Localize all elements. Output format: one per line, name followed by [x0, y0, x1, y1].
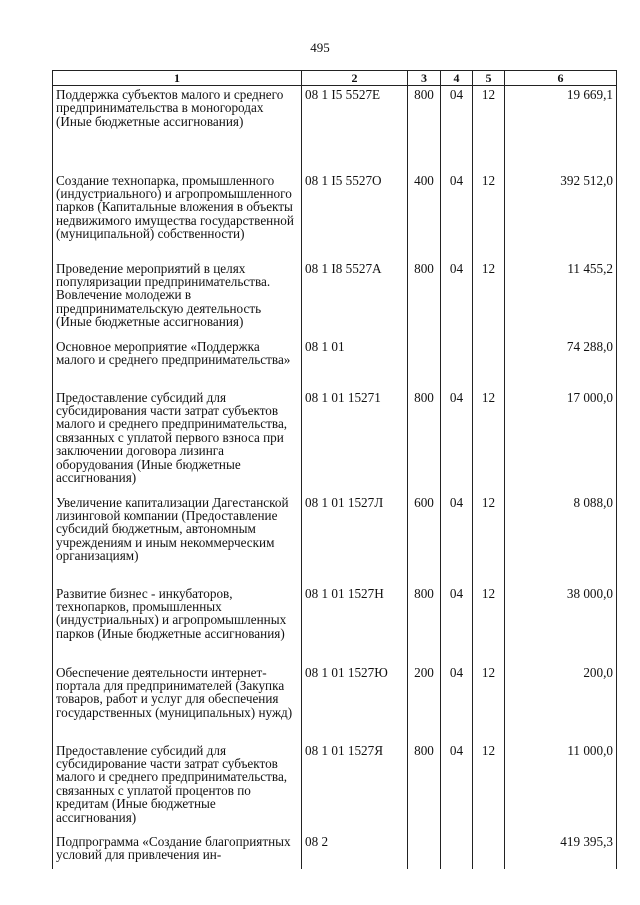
header-col-5: 5 [473, 71, 505, 86]
row-col3 [408, 338, 441, 389]
budget-table [52, 70, 617, 869]
table-row [53, 338, 617, 389]
row-code: 08 1 01 15271 [302, 389, 408, 494]
header-row [53, 71, 617, 86]
row-code: 08 1 I8 5527А [302, 260, 408, 338]
row-amount: 200,0 [505, 664, 617, 742]
row-col3: 600 [408, 494, 441, 585]
row-name: Предоставление субсидий для субсидирования части затрат субъектов малого и среднего предпринимательства, связанных с уплатой первого взноса при заключении договора лизинга оборудования (Иные бюджетные ассигнования) [53, 389, 302, 494]
row-code: 08 2 [302, 833, 408, 869]
row-name: Предоставление субсидий для субсидирование части затрат субъектов малого и среднего предпринимательства, связанных с уплатой процентов по кредитам (Иные бюджетные ассигнования) [53, 742, 302, 833]
row-col5: 12 [473, 742, 505, 833]
row-col5: 12 [473, 389, 505, 494]
table-row [53, 389, 617, 494]
row-name: Основное мероприятие «Поддержка малого и среднего предпринимательства» [53, 338, 302, 389]
row-amount: 11 000,0 [505, 742, 617, 833]
row-name: Подпрограмма «Создание благоприятных условий для привлечения ин- [53, 833, 302, 869]
row-col3: 800 [408, 742, 441, 833]
row-amount: 19 669,1 [505, 86, 617, 172]
row-amount: 11 455,2 [505, 260, 617, 338]
row-amount: 8 088,0 [505, 494, 617, 585]
row-col5: 12 [473, 494, 505, 585]
table-row [53, 260, 617, 338]
row-name: Поддержка субъектов малого и среднего предпринимательства в моногородах (Иные бюджетные ассигнования) [53, 86, 302, 172]
row-col5: 12 [473, 172, 505, 260]
header-col-1: 1 [53, 71, 302, 86]
table-row [53, 664, 617, 742]
row-col4: 04 [441, 664, 473, 742]
table-row [53, 86, 617, 172]
row-name: Проведение мероприятий в целях популяризации предпринимательства. Вовлечение молодежи в предпринимательскую деятельность (Иные бюджетные ассигнования) [53, 260, 302, 338]
row-code: 08 1 I5 5527Е [302, 86, 408, 172]
row-amount: 74 288,0 [505, 338, 617, 389]
table-row [53, 494, 617, 585]
row-code: 08 1 01 1527Я [302, 742, 408, 833]
row-amount: 17 000,0 [505, 389, 617, 494]
row-code: 08 1 01 1527Л [302, 494, 408, 585]
row-col4: 04 [441, 172, 473, 260]
row-col4: 04 [441, 494, 473, 585]
row-col5 [473, 338, 505, 389]
row-code: 08 1 I5 5527О [302, 172, 408, 260]
header-col-6: 6 [505, 71, 617, 86]
row-col4: 04 [441, 742, 473, 833]
table-row [53, 585, 617, 664]
row-col4: 04 [441, 260, 473, 338]
row-col5 [473, 833, 505, 869]
row-name: Создание технопарка, промышленного (индустриального) и агропромышленного парков (Капитальные вложения в объекты недвижимого имущества государственной (муниципальной) собственности) [53, 172, 302, 260]
row-col3: 200 [408, 664, 441, 742]
header-col-3: 3 [408, 71, 441, 86]
row-name: Развитие бизнес - инкубаторов, технопарков, промышленных (индустриальных) и агропромышленных парков (Иные бюджетные ассигнования) [53, 585, 302, 664]
row-col4 [441, 833, 473, 869]
row-col3: 400 [408, 172, 441, 260]
header-col-2: 2 [302, 71, 408, 86]
row-code: 08 1 01 1527Н [302, 585, 408, 664]
row-col3 [408, 833, 441, 869]
row-col3: 800 [408, 585, 441, 664]
row-amount: 38 000,0 [505, 585, 617, 664]
row-col4: 04 [441, 585, 473, 664]
row-col5: 12 [473, 86, 505, 172]
table-row [53, 742, 617, 833]
row-col4: 04 [441, 389, 473, 494]
row-col3: 800 [408, 260, 441, 338]
table-row [53, 833, 617, 869]
row-name: Увеличение капитализации Дагестанской лизинговой компании (Предоставление субсидий бюджетным, автономным учреждениям и иным некоммерческим организациям) [53, 494, 302, 585]
row-amount: 419 395,3 [505, 833, 617, 869]
row-col4 [441, 338, 473, 389]
page-number: 495 [310, 40, 330, 55]
row-col3: 800 [408, 389, 441, 494]
row-amount: 392 512,0 [505, 172, 617, 260]
row-code: 08 1 01 [302, 338, 408, 389]
header-col-4: 4 [441, 71, 473, 86]
row-col4: 04 [441, 86, 473, 172]
row-col5: 12 [473, 664, 505, 742]
row-col5: 12 [473, 260, 505, 338]
row-name: Обеспечение деятельности интернет-портала для предпринимателей (Закупка товаров, работ и услуг для обеспечения государственных (муниципальных) нужд) [53, 664, 302, 742]
row-code: 08 1 01 1527Ю [302, 664, 408, 742]
table-row [53, 172, 617, 260]
row-col3: 800 [408, 86, 441, 172]
row-col5: 12 [473, 585, 505, 664]
